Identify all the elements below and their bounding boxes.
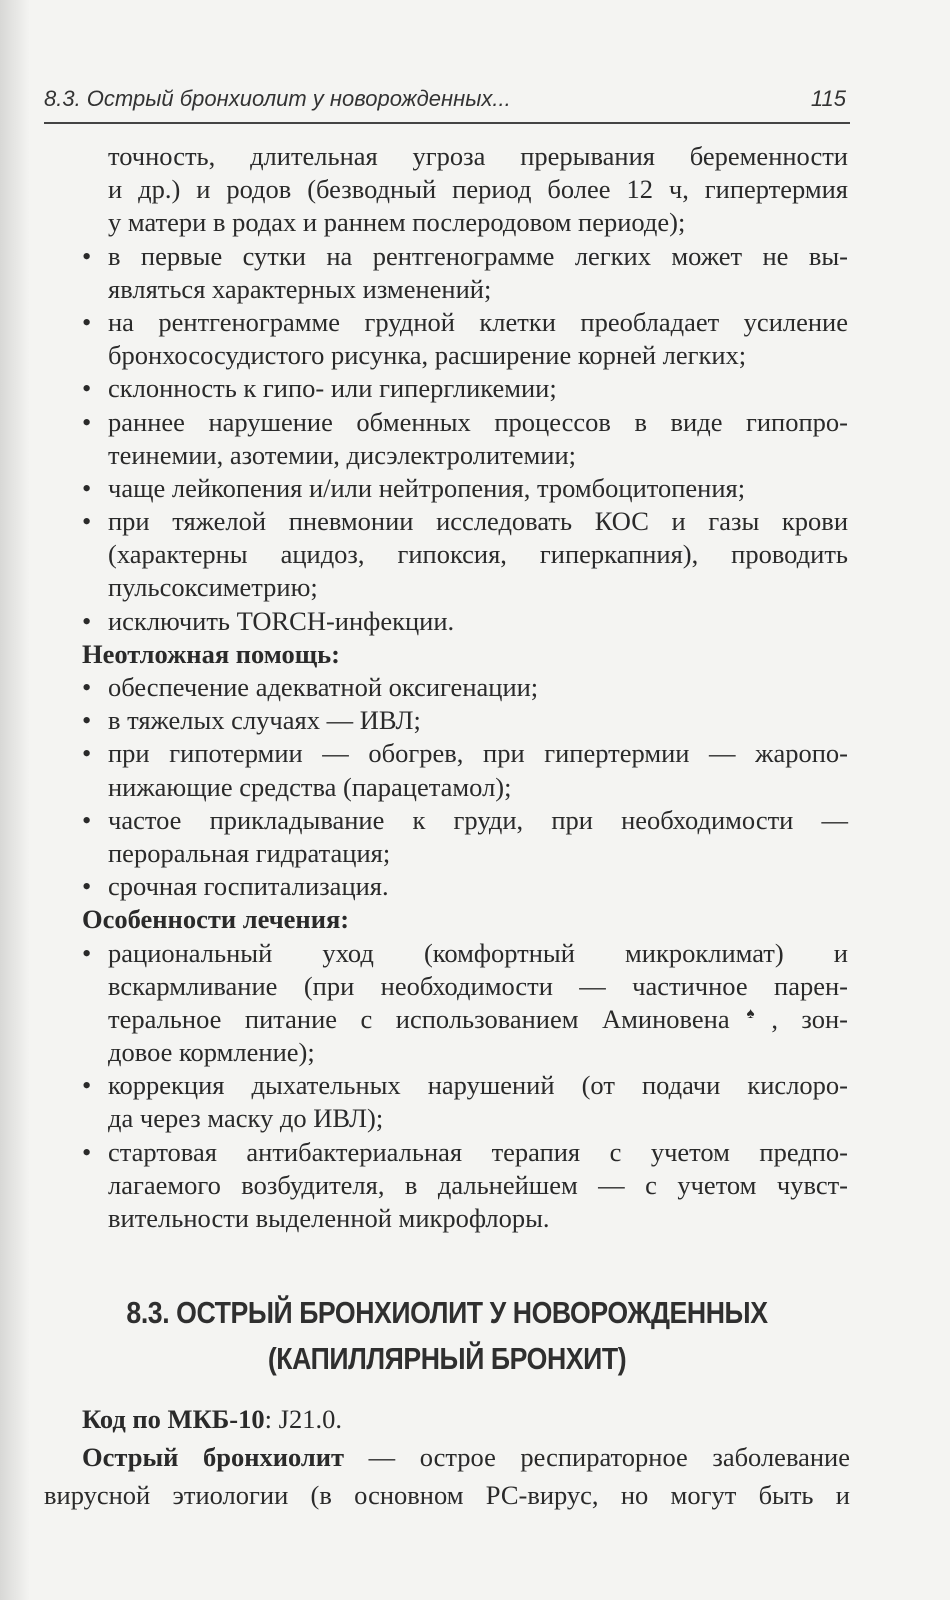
list-item bbox=[80, 472, 848, 505]
text-line bbox=[108, 1003, 848, 1036]
list-item bbox=[80, 605, 848, 638]
text-line: коррекция дыхательных нарушений (от подачи кислоро- bbox=[108, 1070, 848, 1101]
emergency-heading: Неотложная помощь: bbox=[82, 638, 340, 669]
running-title: 8.3. Острый бронхиолит у новорожденных... bbox=[44, 86, 511, 111]
text-line: (характерны ацидоз, гипоксия, гиперкапния), проводить bbox=[108, 539, 848, 570]
bullet-icon: • bbox=[82, 373, 92, 404]
icd-value: : J21.0. bbox=[264, 1404, 342, 1434]
intro-continuation bbox=[80, 140, 848, 240]
text-line: при тяжелой пневмонии исследовать КОС и газы крови bbox=[108, 506, 848, 537]
text-line: точность, длительная угроза прерывания беременности bbox=[108, 141, 848, 171]
text-line: пульсоксиметрию; bbox=[108, 572, 318, 603]
bullet-icon: • bbox=[82, 406, 92, 437]
text-line: и др.) и родов (безводный период более 12 ч, гипертермия bbox=[108, 174, 848, 205]
text-line: теинемии, азотемии, дисэлектролитемии; bbox=[108, 439, 577, 470]
text-line: при гипотермии — обогрев, при гипертермии — жаропо- bbox=[108, 738, 848, 769]
bullet-icon: • bbox=[82, 472, 92, 503]
section-title-line: (КАПИЛЛЯРНЫЙ БРОНХИТ) bbox=[267, 1341, 627, 1376]
definition-line bbox=[44, 1438, 850, 1476]
list-item bbox=[80, 870, 848, 903]
text-line: в первые сутки на рентгенограмме легких может не вы- bbox=[108, 240, 848, 271]
definition-line: вирусной этиологии (в основном РС-вирус, но могут быть и bbox=[44, 1480, 850, 1510]
bullet-icon: • bbox=[82, 1070, 92, 1101]
bullet-icon: • bbox=[82, 871, 92, 902]
text-line: в тяжелых случаях — ИВЛ; bbox=[108, 705, 421, 736]
text-line: срочная госпитализация. bbox=[108, 871, 389, 902]
page-number: 115 bbox=[810, 86, 846, 111]
definition-term: Острый бронхиолит bbox=[82, 1442, 345, 1472]
text-line: стартовая антибактериальная терапия с учетом предпо- bbox=[108, 1136, 848, 1167]
definition-text: — острое респираторное заболевание bbox=[344, 1442, 850, 1472]
text-line: раннее нарушение обменных процессов в виде гипопро- bbox=[108, 406, 848, 437]
list-item bbox=[80, 804, 848, 870]
text-line: пероральная гидратация; bbox=[108, 837, 391, 868]
bullet-icon: • bbox=[82, 705, 92, 736]
list-item bbox=[80, 737, 848, 803]
list-item bbox=[80, 372, 848, 405]
text-line: частое прикладывание к груди, при необходимости — bbox=[108, 804, 848, 835]
list-item bbox=[80, 1069, 848, 1135]
text-line: у матери в родах и раннем послеродовом периоде); bbox=[108, 207, 686, 238]
bullet-icon: • bbox=[82, 804, 92, 835]
text-line: да через маску до ИВЛ); bbox=[108, 1103, 384, 1134]
icd-code-line bbox=[44, 1400, 850, 1438]
text-line: вскармливание (при необходимости — частичное парен- bbox=[108, 970, 848, 1001]
page-gutter-shadow bbox=[0, 0, 30, 1600]
text-line: на рентгенограмме грудной клетки преобладает усиление bbox=[108, 306, 848, 337]
text-line: вительности выделенной микрофлоры. bbox=[108, 1203, 550, 1233]
bullet-icon: • bbox=[82, 506, 92, 537]
section-title-line: 8.3. ОСТРЫЙ БРОНХИОЛИТ У НОВОРОЖДЕННЫХ bbox=[126, 1295, 768, 1330]
text-line: обеспечение адекватной оксигенации; bbox=[108, 672, 539, 702]
list-item bbox=[80, 505, 848, 605]
bullet-icon: • bbox=[82, 240, 92, 271]
list-item bbox=[80, 406, 848, 472]
text-fragment: теральное питание с использованием Аминовена bbox=[108, 1003, 730, 1034]
bullet-icon: • bbox=[82, 738, 92, 769]
list-item bbox=[80, 704, 848, 737]
bullet-icon: • bbox=[82, 306, 92, 337]
list-item bbox=[80, 240, 848, 306]
running-header bbox=[44, 84, 850, 124]
list-item bbox=[80, 671, 848, 704]
text-line: являться характерных изменений; bbox=[108, 273, 492, 304]
text-fragment: , зон- bbox=[771, 1003, 848, 1034]
text-line: исключить TORCH-инфекции. bbox=[108, 605, 455, 636]
trademark-mark-icon: ♠ bbox=[729, 1006, 772, 1023]
section-body bbox=[44, 1400, 850, 1514]
text-line: склонность к гипо- или гипергликемии; bbox=[108, 373, 557, 404]
body-text bbox=[80, 140, 848, 1235]
icd-label: Код по МКБ-10 bbox=[82, 1404, 265, 1434]
list-item bbox=[80, 937, 848, 1070]
bullet-icon: • bbox=[82, 1136, 92, 1167]
text-line: рациональный уход (комфортный микроклимат) и bbox=[108, 937, 848, 968]
bullet-icon: • bbox=[82, 605, 92, 636]
list-item bbox=[80, 1136, 848, 1236]
text-line: довое кормление); bbox=[108, 1037, 315, 1068]
bullet-icon: • bbox=[82, 937, 92, 968]
bullet-icon: • bbox=[82, 672, 92, 702]
text-line: нижающие средства (парацетамол); bbox=[108, 771, 512, 802]
treatment-heading: Особенности лечения: bbox=[82, 904, 350, 935]
text-line: бронхососудистого рисунка, расширение корней легких; bbox=[108, 340, 747, 371]
section-title bbox=[100, 1290, 793, 1382]
text-line: чаще лейкопения и/или нейтропения, тромбоцитопения; bbox=[108, 472, 746, 503]
text-line: лагаемого возбудителя, в дальнейшем — с учетом чувст- bbox=[108, 1169, 848, 1200]
list-item bbox=[80, 306, 848, 372]
